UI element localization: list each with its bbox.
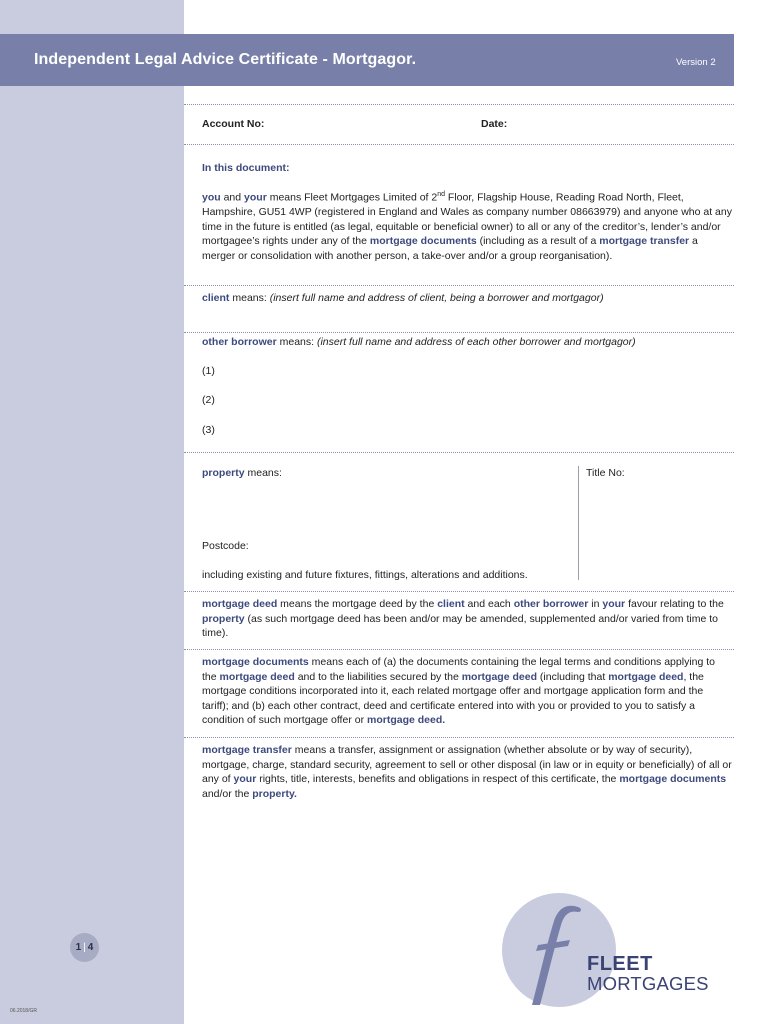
divider: [184, 144, 734, 145]
divider: [184, 104, 734, 105]
definition-mortgage-deed: mortgage deed means the mortgage deed by the client and each other borrower in your favour relating to the property (as such mortgage deed has been and/or may be amended, supplemented and/or varied from time to time).: [202, 598, 724, 640]
left-sidebar-panel: [0, 0, 184, 1024]
page-separator: |: [83, 942, 86, 953]
divider: [184, 285, 734, 286]
logo-mortgages-text: MORTGAGES: [587, 973, 709, 994]
document-code: 06.2018/GR: [10, 1008, 37, 1014]
definition-mortgage-transfer: mortgage transfer means a transfer, assignment or assignation (whether absolute or by way of security), mortgage, charge, standard security, agreement to sell or other disposal (in law or in equity or beneficially) of all or any of your rights, title, interests, benefits and obligations in respect of this certificate, the mortgage documents and/or the property.: [202, 744, 732, 800]
property-column-divider: [578, 466, 579, 580]
page-current: 1: [75, 942, 82, 953]
page-total: 4: [87, 942, 94, 953]
page-number-badge: [70, 933, 99, 962]
definition-property: property means:: [202, 467, 282, 479]
divider: [184, 737, 734, 738]
logo-fleet-text: FLEET: [587, 953, 653, 975]
title-no-label: Title No:: [586, 467, 625, 479]
account-no-label: Account No:: [202, 118, 265, 130]
definition-you: you and your means Fleet Mortgages Limited of 2nd Floor, Flagship House, Reading Road North, Fleet, Hampshire, GU51 4WP (registered in England and Wales as company number 08663979) and anyone who at any time in the future is entitled (as legal, equitable or beneficial owner) to all or any of the creditor’s, lender’s and/or mortgagee’s rights under any of the mortgage documents (including as a result of a mortgage transfer a merger or consolidation with another person, a take-over and/or a group reorganisation).: [202, 191, 732, 262]
in-this-document-heading: In this document:: [202, 162, 290, 174]
definition-other-borrower: other borrower means: (insert full name and address of each other borrower and mortgagor): [202, 336, 636, 348]
postcode-label: Postcode:: [202, 540, 249, 552]
definition-mortgage-documents: mortgage documents means each of (a) the documents containing the legal terms and conditions applying to the mortgage deed and to the liabilities secured by the mortgage deed (including that mortgage deed, the mortgage conditions incorporated into it, each related mortgage offer and mortgage application form and the tariff); and (b) each other contract, deed and certificate entered into with you or provided to you to satisfy a condition of such mortgage offer or mortgage deed.: [202, 656, 716, 727]
other-borrower-item-2: (2): [202, 394, 215, 406]
divider: [184, 591, 734, 592]
property-including-text: including existing and future fixtures, fittings, alterations and additions.: [202, 569, 528, 581]
definition-client: client means: (insert full name and address of client, being a borrower and mortgagor): [202, 292, 604, 304]
other-borrower-item-1: (1): [202, 365, 215, 377]
divider: [184, 332, 734, 333]
version-label: Version 2: [676, 57, 716, 68]
document-title: Independent Legal Advice Certificate - Mortgagor.: [34, 51, 417, 68]
divider: [184, 649, 734, 650]
other-borrower-item-3: (3): [202, 424, 215, 436]
date-label: Date:: [481, 118, 508, 130]
divider: [184, 452, 734, 453]
